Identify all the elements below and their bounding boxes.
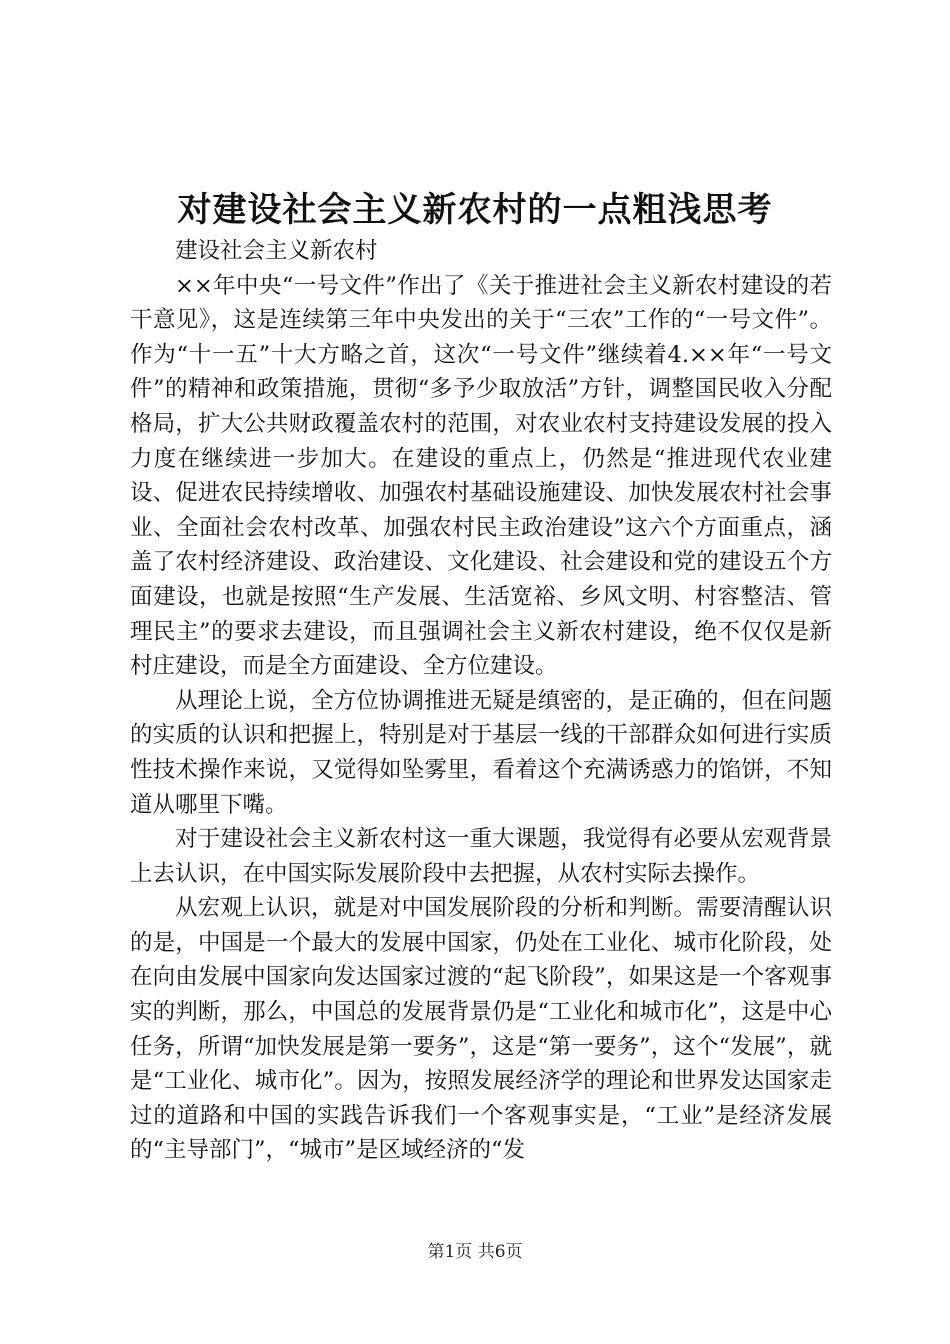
- paragraph: 从理论上说，全方位协调推进无疑是缜密的，是正确的，但在问题的实质的认识和把握上，特别是对于基层一线的干部群众如何进行实质性技术操作来说，又觉得如坠雾里，看着这个充满诱惑力的馅饼，不知道从哪里下嘴。: [130, 687, 832, 818]
- paragraph: ××年中央“一号文件”作出了《关于推进社会主义新农村建设的若干意见》，这是连续第三年中央发出的关于“三农”工作的“一号文件”。作为“十一五”十大方略之首，这次“一号文件”继续着4.××年“一号文件”的精神和政策措施，贯彻“多予少取放活”方针，调整国民收入分配格局，扩大公共财政覆盖农村的范围，对农业农村支持建设发展的投入力度在继续进一步加大。在建设的重点上，仍然是“推进现代农业建设、促进农民持续增收、加强农村基础设施建设、加快发展农村社会事业、全面社会农村改革、加强农村民主政治建设”这六个方面重点，涵盖了农村经济建设、政治建设、文化建设、社会建设和党的建设五个方面建设，也就是按照“生产发展、生活宽裕、乡风文明、村容整洁、管理民主”的要求去建设，而且强调社会主义新农村建设，绝不仅仅是新村庄建设，而是全方面建设、全方位建设。: [130, 272, 832, 680]
- document-subtitle: 建设社会主义新农村: [175, 238, 378, 264]
- document-title: 对建设社会主义新农村的一点粗浅思考: [177, 190, 773, 230]
- paragraph: 对于建设社会主义新农村这一重大课题，我觉得有必要从宏观背景上去认识，在中国实际发展阶段中去把握，从农村实际去操作。: [130, 826, 832, 887]
- document-body: [130, 234, 832, 1168]
- paragraph: 从宏观上认识，就是对中国发展阶段的分析和判断。需要清醒认识的是，中国是一个最大的发展中国家，仍处在工业化、城市化阶段，处在向由发展中国家向发达国家过渡的“起飞阶段”，如果这是一个客观事实的判断，那么，中国总的发展背景仍是“工业化和城市化”，这是中心任务，所谓“加快发展是第一要务”，这是“第一要务”，这个“发展”，就是“工业化、城市化”。因为，按照发展经济学的理论和世界发达国家走过的道路和中国的实践告诉我们一个客观事实是，“工业”是经济发展的“主导部门”，“城市”是区域经济的“发: [130, 895, 832, 1164]
- page-number: 第1页 共6页: [427, 1242, 523, 1262]
